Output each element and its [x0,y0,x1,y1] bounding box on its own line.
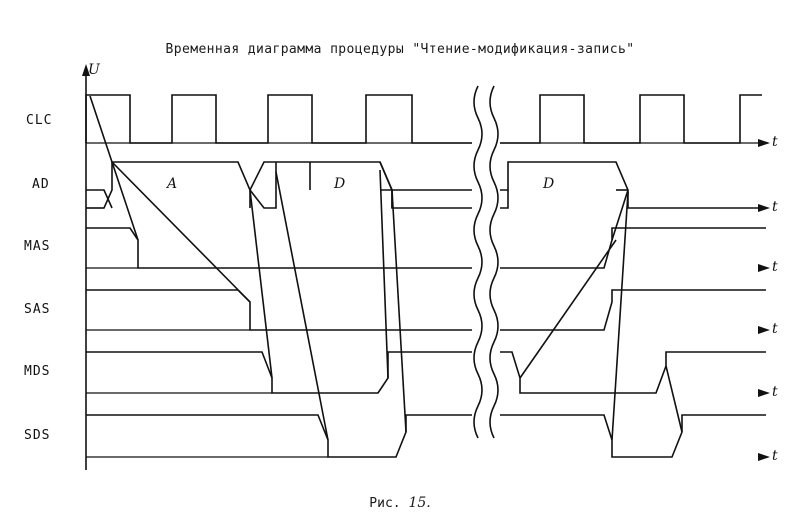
signal-label-mds: MDS [24,364,51,379]
sas-time-arrow [758,326,770,334]
signal-label-mas: MAS [24,239,51,254]
axis-label-time-ad: t [772,199,778,215]
voltage-axis-arrow [82,64,90,76]
time-break-marker [474,86,498,438]
signal-label-sas: SAS [24,302,51,317]
axis-label-time-sds: t [772,448,778,464]
waveform-clc [86,95,770,147]
caption-number: 15. [408,495,431,511]
signal-label-clc: CLC [26,113,53,128]
figure-caption [0,495,800,511]
mds-time-arrow [758,389,770,397]
waveform-sds [86,415,770,461]
bus-label-address: A [167,176,178,192]
bus-label-data-read: D [334,176,346,192]
waveform-mas [86,228,770,272]
ad-time-arrow [758,204,770,212]
signal-label-ad: AD [32,177,50,192]
signal-label-sds: SDS [24,428,51,443]
bus-label-data-write: D [543,176,555,192]
sds-time-arrow [758,453,770,461]
axis-label-voltage: U [88,62,100,78]
caption-prefix: Рис. [369,496,401,511]
clc-time-arrow [758,139,770,147]
figure-title: Временная диаграмма процедуры "Чтение-модификация-запись" [165,42,635,57]
axis-label-time-mas: t [772,259,778,275]
waveform-sas [86,290,770,334]
waveform-ad [86,162,770,212]
axis-label-time-mds: t [772,384,778,400]
axis-label-time-sas: t [772,321,778,337]
axis-label-time-clc: t [772,134,778,150]
mas-time-arrow [758,264,770,272]
